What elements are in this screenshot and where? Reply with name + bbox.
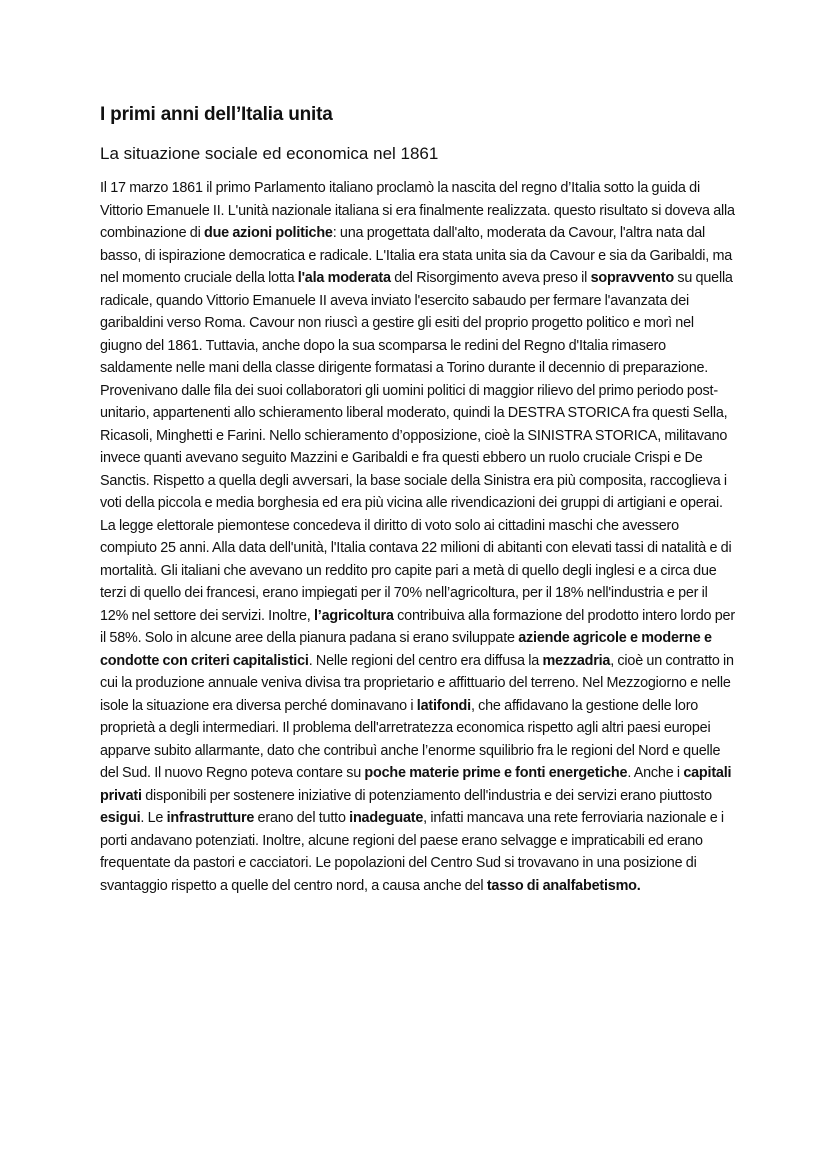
bold-text-run: due azioni politiche [204,225,333,241]
bold-text-run: capitali privati [100,765,732,804]
text-run: erano del tutto [254,810,350,826]
text-run: , infatti mancava una rete ferroviaria nazionale e i porti andavano potenziati. Inoltre, alcune regioni del paese erano selvagge e impraticabili ed erano frequentate da pastori e cacciatori. Le popolazioni del Centro Sud si trovavano in una posizione di svantaggio rispetto a quelle del centro nord, a causa anche del [100,810,724,894]
text-run: , cioè un contratto in cui la produzione annuale veniva divisa tra proprietario e affittuario del terreno. Nel Mezzogiorno e nelle isole la situazione era diversa perché dominavano i [100,652,734,714]
text-run: del Risorgimento aveva preso il [390,270,591,286]
text-run: , che affidavano la gestione delle loro proprietà a degli intermediari. Il problema dell'arretratezza economica rispetto agli altri paesi europei apparve subito allarmante, dato che contribuì anche l’enorme squilibrio fra le regioni del Nord e quelle del Sud. Il nuovo Regno poteva contare su [100,697,721,781]
bold-text-run: latifondi [416,697,471,714]
document-subtitle: La situazione sociale ed economica nel 1861 [100,144,439,163]
bold-text-run: l’agricoltura [313,607,394,624]
bold-text-run: infrastrutture [166,810,255,826]
body-paragraph [100,177,736,897]
document-title: I primi anni dell’Italia unita [100,104,333,125]
text-run: disponibili per sostenere iniziative di potenziamento dell'industria e dei servizi erano piuttosto [141,787,712,804]
bold-text-run: inadeguate [349,810,424,826]
text-run: . Nelle regioni del centro era diffusa la [308,652,543,669]
bold-text-run: esigui [100,810,141,826]
bold-text-run: poche materie prime e fonti energetiche [364,765,628,781]
text-run: Il 17 marzo 1861 il primo Parlamento italiano proclamò la nascita del regno d’Italia sotto la guida di Vittorio Emanuele II. L'unità nazionale italiana si era finalmente realizzata. questo risultato si doveva alla combinazione di [100,180,735,241]
text-run: su quella radicale, quando Vittorio Emanuele II aveva inviato l'esercito sabaudo per fermare l'avanzata dei garibaldini verso Roma. Cavour non riuscì a gestire gli esiti del proprio progetto politico e morì nel giugno del 1861. Tuttavia, anche dopo la sua scomparsa le redini del Regno d'Italia rimasero saldamente nelle mani della classe dirigente formatasi a Torino durante il decennio di preparazione. Provenivano dalle fila dei suoi collaboratori gli uomini politici di maggior rilievo del primo periodo post-unitario, appartenenti allo schieramento liberal moderato, quindi la DESTRA STORICA fra questi Sella, Ricasoli, Minghetti e Farini. Nello schieramento d’opposizione, cioè la SINISTRA STORICA, militavano invece quanti avevano seguito Mazzini e Garibaldi e fra questi ebbero un ruolo cruciale Crispi e De Sanctis. Rispetto a quella degli avversari, la base sociale della Sinistra era più composita, raccoglieva i voti della piccola e media borghesia ed era più vicina alle rivendicazioni dei gruppi di artigiani e operai. La legge elettorale piemontese concedeva il diritto di voto solo ai cittadini maschi che avessero compiuto 25 anni. Alla data dell'unità, l'Italia contava 22 milioni di abitanti con elevati tassi di natalità e di mortalità. Gli italiani che avevano un reddito pro capite pari a metà di quello degli inglesi e a circa due terzi di quello dei francesi, erano impiegati per il 70% nell’agricoltura, per il 18% nell'industria e per il 12% nel settore dei servizi. Inoltre, [100,270,733,624]
text-run: : una progettata dall'alto, moderata da Cavour, l'altra nata dal basso, di ispirazione democratica e radicale. L'Italia era stata unita sia da Cavour e sia da Garibaldi, ma nel momento cruciale della lotta [100,225,733,286]
bold-text-run: sopravvento [590,270,674,286]
bold-text-run: tasso di analfabetismo. [486,877,641,894]
text-run: . Le [140,810,167,826]
text-run: contribuiva alla formazione del prodotto intero lordo per il 58%. Solo in alcune aree della pianura padana si erano sviluppate [100,607,735,646]
bold-text-run: aziende agricole e moderne e condotte con criteri capitalistici [100,630,712,669]
text-run: . Anche i [627,765,684,781]
bold-text-run: mezzadria [542,652,611,669]
bold-text-run: l'ala moderata [297,270,391,286]
